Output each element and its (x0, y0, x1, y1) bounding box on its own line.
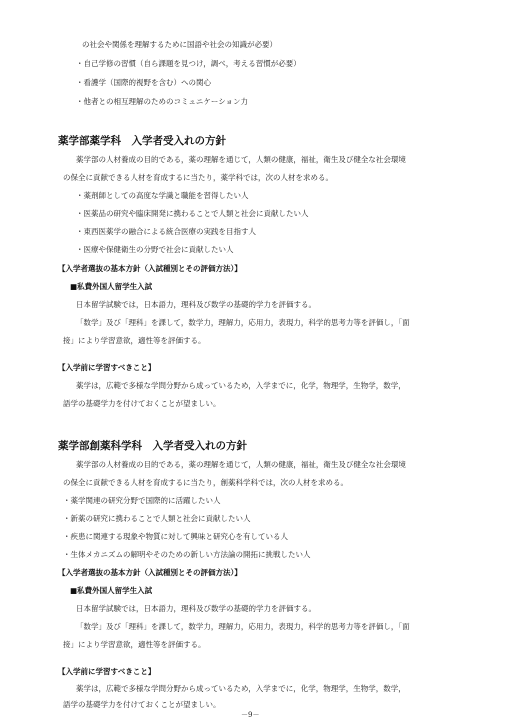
policy-text: 日本留学試験では，日本語力，理科及び数学の基礎的学力を評価する。 (76, 300, 316, 309)
list-item: ・新薬の研究に携わることで人類と社会に貢献したい人 (63, 514, 251, 523)
list-item: ・医療や保健衛生の分野で社会に貢献したい人 (76, 245, 234, 254)
section-paragraph: 薬学部の人材養成の目的である，薬の理解を通じて，人類の健康，福祉，衛生及び健全な社会環境 (76, 155, 406, 164)
list-item: ・生体メカニズムの解明やそのための新しい方法論の開拓に挑戦したい人 (63, 550, 311, 559)
section-title-pharmacy: 薬学部薬学科 入学者受入れの方針 (58, 135, 226, 147)
policy-text: 接」により学習意欲，適性等を評価する。 (63, 640, 206, 649)
policy-text: 「数学」及び「理科」を課して，数学力，理解力，応用力，表現力，科学的思考力等を評価し，「面 (76, 318, 410, 327)
intro-bullet: ・看護学（国際的視野を含む）への関心 (76, 78, 211, 87)
learning-text: 薬学は，広範で多様な学問分野から成っているため，入学までに，化学，物理学，生物学，数学， (76, 381, 406, 390)
exam-sub-heading: ■私費外国人留学生入試 (70, 282, 153, 291)
section-paragraph: 薬学部の人材養成の目的である，薬の理解を通じて，人類の健康，福祉，衛生及び健全な社会環境 (76, 460, 406, 469)
intro-bullet: の社会や関係を理解するために国語や社会の知識が必要） (82, 40, 277, 49)
exam-sub-heading: ■私費外国人留学生入試 (70, 586, 153, 595)
policy-text: 「数学」及び「理科」を課して，数学力，理解力，応用力，表現力，科学的思考力等を評価し，「面 (76, 622, 410, 631)
list-item: ・薬学関連の研究分野で国際的に活躍したい人 (63, 496, 221, 505)
list-item: ・薬剤師としての高度な学識と職能を習得したい人 (76, 191, 249, 200)
section-paragraph: の保全に貢献できる人材を育成するに当たり，薬学科では，次の人材を求める。 (63, 173, 333, 182)
policy-heading: 【入学者選抜の基本方針（入試種別とその評価方法）】 (58, 264, 242, 273)
section-title-drug-discovery: 薬学部創薬科学科 入学者受入れの方針 (58, 440, 247, 452)
section-paragraph: の保全に貢献できる人材を育成するに当たり，創薬科学科では，次の人材を求める。 (63, 478, 348, 487)
list-item: ・疾患に関連する現象や物質に対して興味と研究心を有している人 (63, 532, 288, 541)
intro-bullet: ・自己学修の習慣（自ら課題を見つけ，調べ，考える習慣が必要） (76, 59, 301, 68)
policy-text: 接」により学習意欲，適性等を評価する。 (63, 336, 206, 345)
policy-text: 日本留学試験では，日本語力，理科及び数学の基礎的学力を評価する。 (76, 604, 316, 613)
intro-bullet: ・他者との相互理解のためのコミュニケーション力 (76, 97, 249, 106)
policy-heading: 【入学者選抜の基本方針（入試種別とその評価方法）】 (58, 568, 242, 577)
learning-heading: 【入学前に学習すべきこと】 (58, 363, 156, 372)
learning-heading: 【入学前に学習すべきこと】 (58, 667, 156, 676)
list-item: ・東西医薬学の融合による統合医療の実践を目指す人 (76, 227, 256, 236)
learning-text: 語学の基礎学力を付けておくことが望ましい。 (63, 700, 221, 709)
learning-text: 語学の基礎学力を付けておくことが望ましい。 (63, 399, 221, 408)
list-item: ・医薬品の研究や臨床開発に携わることで人類と社会に貢献したい人 (76, 209, 309, 218)
page-number: －9－ (241, 711, 260, 719)
learning-text: 薬学は，広範で多様な学問分野から成っているため，入学までに，化学，物理学，生物学，数学， (76, 684, 406, 693)
